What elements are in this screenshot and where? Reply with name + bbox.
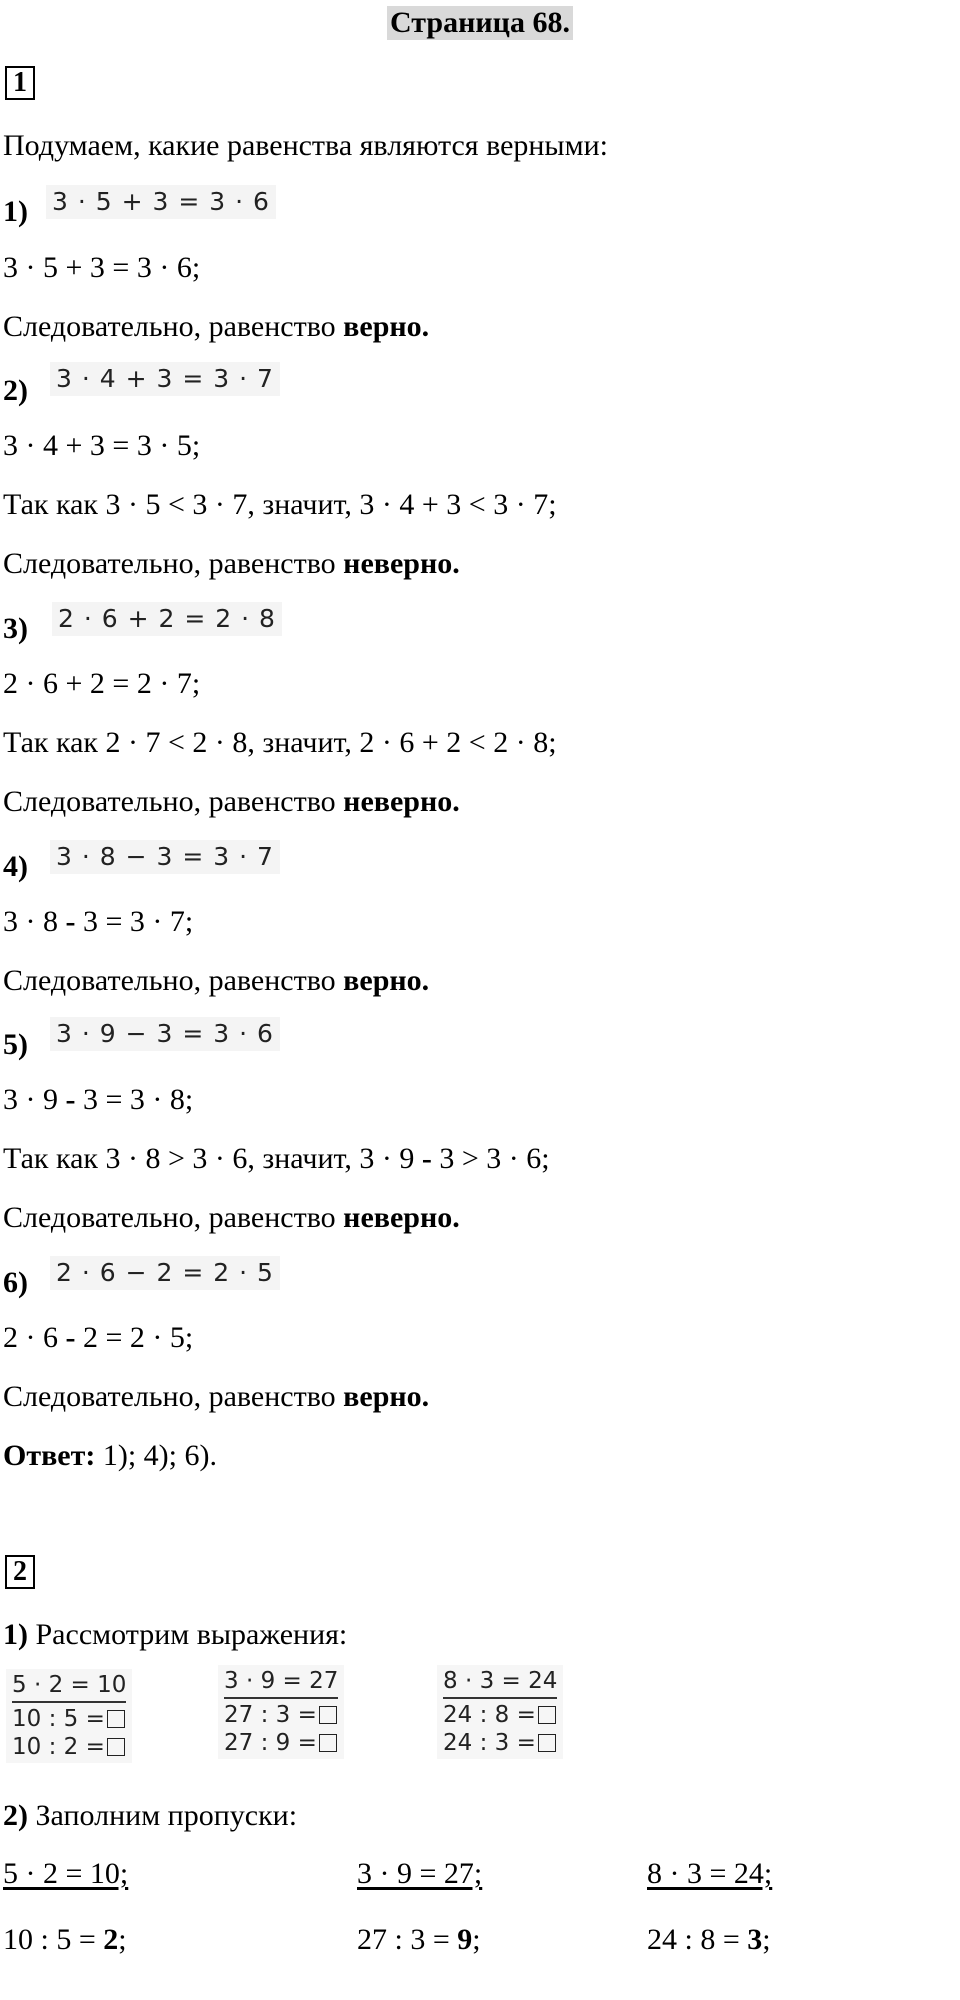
- item-2-reason: Так как 3 · 5 < 3 · 7, значит, 3 · 4 + 3 < 3 · 7;: [3, 488, 557, 521]
- conclusion-prefix: Следовательно, равенство: [3, 1380, 344, 1413]
- conclusion-prefix: Следовательно, равенство: [3, 964, 344, 997]
- minus-sign: -: [65, 1321, 76, 1354]
- blank-box-icon: [538, 1734, 556, 1752]
- item-4-line: [3, 904, 193, 940]
- column-row: [443, 1729, 557, 1757]
- item-1-image-equation: 3 · 5 + 3 = 3 · 6: [46, 185, 276, 219]
- division-expr: 24 : 8 =: [647, 1923, 748, 1956]
- division-answer: 3: [747, 1923, 763, 1956]
- item-3-reason: Так как 2 · 7 < 2 · 8, значит, 2 · 6 + 2 < 2 · 8;: [3, 726, 557, 759]
- expr-part: 3 · 8: [3, 905, 66, 938]
- verdict: неверно.: [343, 1201, 460, 1234]
- division-expr: 24 : 3 =: [443, 1730, 536, 1756]
- verdict: верно.: [343, 964, 430, 997]
- division-expr: 10 : 5 =: [12, 1706, 105, 1732]
- answer-label: Ответ:: [3, 1439, 96, 1472]
- column-row: [224, 1729, 338, 1757]
- item-2-label: 2): [3, 374, 28, 407]
- division-expr: 10 : 2 =: [12, 1734, 105, 1760]
- item-4-conclusion: [3, 963, 429, 999]
- expr-part: 2 = 2 · 5;: [75, 1321, 194, 1354]
- blank-box-icon: [107, 1710, 125, 1728]
- expr-part: 3 = 3 · 7;: [75, 905, 194, 938]
- minus-sign: -: [65, 1083, 76, 1116]
- item-3-label: 3): [3, 612, 28, 645]
- expr-part: 3 > 3 · 6;: [431, 1142, 550, 1175]
- item-2-image-equation: 3 · 4 + 3 = 3 · 7: [50, 362, 280, 396]
- filled-equation-2: 3 · 9 = 27;: [357, 1857, 483, 1890]
- task-1-number: 1: [5, 66, 35, 100]
- item-1-conclusion: [3, 309, 429, 345]
- conclusion-prefix: Следовательно, равенство: [3, 547, 344, 580]
- item-1-line: 3 · 5 + 3 = 3 · 6;: [3, 251, 201, 284]
- expr-part: Так как 3 · 8 > 3 · 6, значит, 3 · 9: [3, 1142, 422, 1175]
- division-expr: 27 : 3 =: [357, 1923, 458, 1956]
- item-4-label: 4): [3, 850, 28, 883]
- column-row: [224, 1701, 338, 1729]
- part-text: Заполним пропуски:: [28, 1799, 298, 1832]
- division-answer: 9: [457, 1923, 473, 1956]
- filled-division-3: [647, 1922, 771, 1958]
- task-1-answer: [3, 1438, 217, 1474]
- item-3-image-equation: 2 · 6 + 2 = 2 · 8: [52, 602, 282, 636]
- part-text: Рассмотрим выражения:: [28, 1618, 348, 1651]
- column-row: [12, 1733, 126, 1761]
- minus-sign: -: [421, 1142, 432, 1175]
- answer-value: 1); 4); 6).: [95, 1439, 217, 1472]
- blank-box-icon: [319, 1734, 337, 1752]
- item-3-conclusion: [3, 784, 460, 820]
- column-top-equation: 3 · 9 = 27: [224, 1667, 338, 1699]
- expr-part: 2 · 6: [3, 1321, 66, 1354]
- division-expr: 27 : 9 =: [224, 1730, 317, 1756]
- item-5-conclusion: [3, 1200, 460, 1236]
- item-6-label: 6): [3, 1266, 28, 1299]
- page-title-wrap: [0, 6, 960, 40]
- conclusion-prefix: Следовательно, равенство: [3, 310, 344, 343]
- blank-box-icon: [538, 1706, 556, 1724]
- item-6-image-equation: 2 · 6 − 2 = 2 · 5: [50, 1256, 280, 1290]
- column-top-equation: 5 · 2 = 10: [12, 1671, 126, 1703]
- item-5-reason: [3, 1141, 550, 1177]
- minus-sign: -: [65, 905, 76, 938]
- item-5-line: [3, 1082, 193, 1118]
- punct: ;: [472, 1923, 481, 1956]
- conclusion-prefix: Следовательно, равенство: [3, 1201, 344, 1234]
- item-5-image-equation: 3 · 9 − 3 = 3 · 6: [50, 1017, 280, 1051]
- punct: ;: [118, 1923, 127, 1956]
- division-expr: 10 : 5 =: [3, 1923, 104, 1956]
- task-1-intro: Подумаем, какие равенства являются верными:: [3, 129, 608, 162]
- column-top-equation: 8 · 3 = 24: [443, 1667, 557, 1699]
- punct: ;: [762, 1923, 771, 1956]
- filled-division-1: [3, 1922, 127, 1958]
- verdict: неверно.: [343, 547, 460, 580]
- page-title: Страница 68.: [387, 6, 573, 40]
- item-6-conclusion: [3, 1379, 429, 1415]
- part-label: 2): [3, 1799, 28, 1832]
- filled-equation-3: 8 · 3 = 24;: [647, 1857, 773, 1890]
- verdict: верно.: [343, 1380, 430, 1413]
- division-answer: 2: [103, 1923, 119, 1956]
- column-row: [443, 1701, 557, 1729]
- verdict: неверно.: [343, 785, 460, 818]
- item-5-label: 5): [3, 1028, 28, 1061]
- conclusion-prefix: Следовательно, равенство: [3, 785, 344, 818]
- blank-box-icon: [319, 1706, 337, 1724]
- task-2-part-1: [3, 1617, 347, 1653]
- image-column-1: [6, 1669, 132, 1763]
- blank-box-icon: [107, 1738, 125, 1756]
- filled-division-2: [357, 1922, 481, 1958]
- division-expr: 24 : 8 =: [443, 1702, 536, 1728]
- item-4-image-equation: 3 · 8 − 3 = 3 · 7: [50, 840, 280, 874]
- item-2-conclusion: [3, 546, 460, 582]
- division-expr: 27 : 3 =: [224, 1702, 317, 1728]
- item-3-line: 2 · 6 + 2 = 2 · 7;: [3, 667, 201, 700]
- item-6-line: [3, 1320, 193, 1356]
- image-column-2: [218, 1665, 344, 1759]
- task-2-number: 2: [5, 1555, 35, 1589]
- filled-equation-1: 5 · 2 = 10;: [3, 1857, 129, 1890]
- verdict: верно.: [343, 310, 430, 343]
- expr-part: 3 = 3 · 8;: [75, 1083, 194, 1116]
- item-1-label: 1): [3, 195, 28, 228]
- column-row: [12, 1705, 126, 1733]
- expr-part: 3 · 9: [3, 1083, 66, 1116]
- task-2-part-2: [3, 1798, 297, 1834]
- item-2-line: 3 · 4 + 3 = 3 · 5;: [3, 429, 201, 462]
- image-column-3: [437, 1665, 563, 1759]
- part-label: 1): [3, 1618, 28, 1651]
